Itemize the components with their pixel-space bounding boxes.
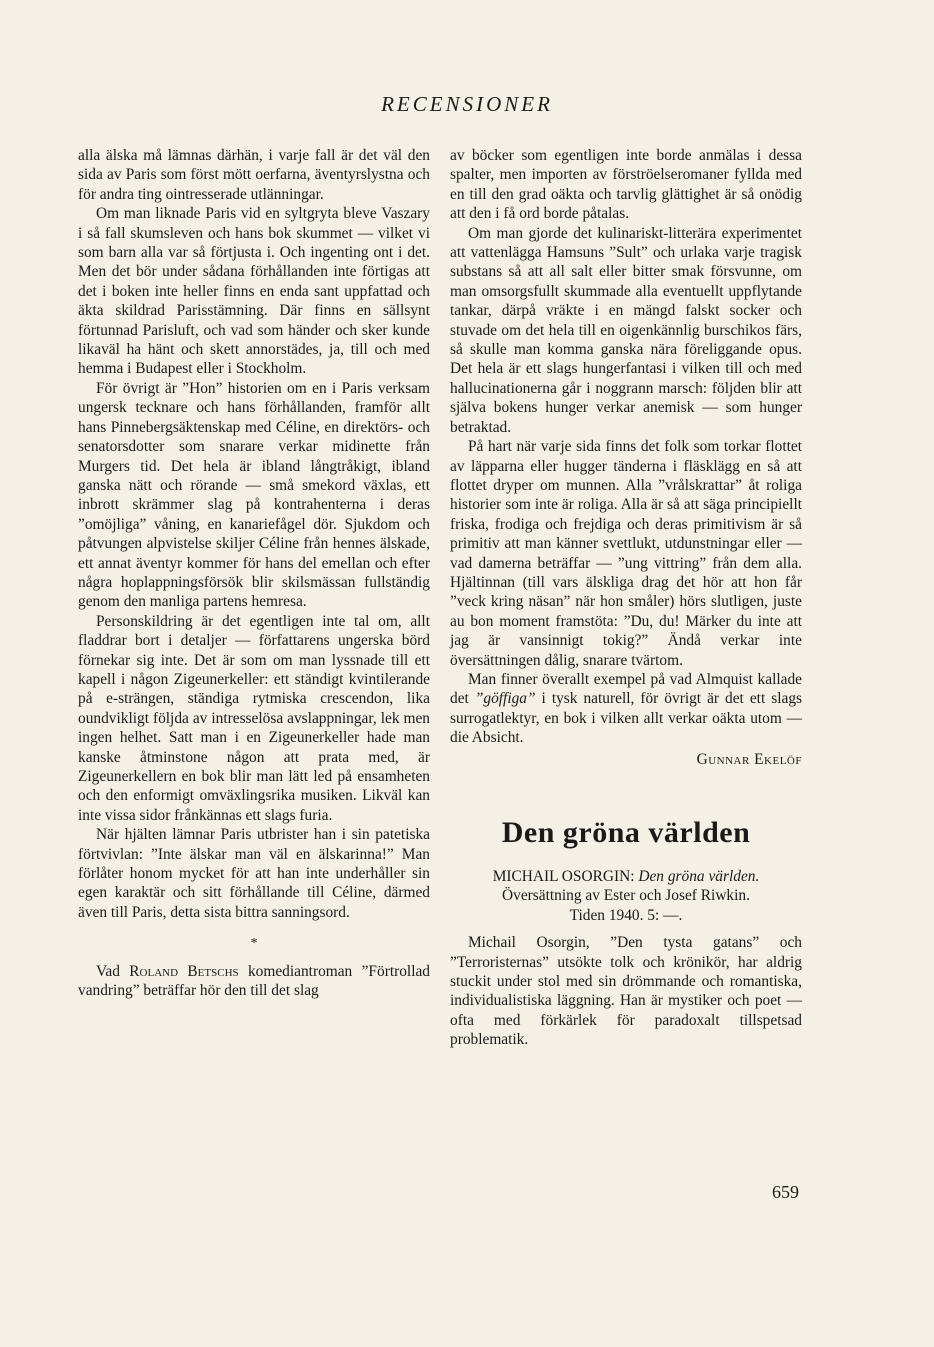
paragraph: När hjälten lämnar Paris utbrister han i sin patetiska förtvivlan: ”Inte älskar man väl en älskarinna!” Man förlåter honom mycket för att han inte underhåller sin egen karaktär och sitt förhållande till Céline, därmed även till Paris, detta sista bittra sanningsord. [78, 826, 430, 921]
paragraph: alla älska må lämnas därhän, i varje fall är det väl den sida av Paris som först mött oerfarna, äventyrslystna och för andra ting ointresserade utlänningar. [78, 147, 430, 203]
page-number: 659 [772, 1182, 799, 1202]
running-head: RECENSIONER [381, 92, 553, 116]
italic-term: ”göffiga” [474, 690, 536, 708]
paragraph: av böcker som egentligen inte borde anmälas i dessa spalter, men importen av förströelseromaner fyllda med en till den grad oäkta och tarvlig glättighet är så onödig att den i få ord borde påtalas. [450, 147, 802, 223]
biblio-publisher: Tiden 1940. 5: —. [569, 906, 683, 924]
paragraph: Personskildring är det egentligen inte tal om, allt fladdrar bort i detaljer — författarens ungerska börd förnekar sig inte. Det är som om man lyssnade till ett kapell i någon Zigeunerkeller: ett ständigt kvintilerande på e-strängen, ständiga rytmiska crescendon, lika oundvikligt följda av intresselösa avslappningar, lek men ingen helhet. Satt man i en Zigeunerkeller hade man kanske åtminstone någon att prata med, är Zigeunerkellern en bok blir man lätt led på ensamheten och den enformigt omväxlingsrika musiken. Likväl kan inte vissa sidor frånkännas ett slags furia. [78, 612, 430, 824]
biblio-title: Den gröna världen. [638, 868, 760, 885]
biblio-author: MICHAIL OSORGIN: [492, 868, 635, 885]
review-title: Den gröna världen [501, 816, 751, 849]
paragraph: På hart när varje sida finns det folk som torkar flottet av läpparna eller hugger tänderna i fläsklägg en så att flottet dryper om munnen. Alla ”vrålskrattar” åt roliga historier som inte är roliga. Alla är så att säga principiellt friska, frodiga och frejdiga och deras primitivism är så primitiv att man känner svettlukt, utdunstningar eller — vad damerna beträffar — ”ung vittring” från dem alla. Hjältinnan (till vars älskliga drag det hör att hon får ”veck kring näsan” när hon småler) hörs slutligen, juste au bon moment framstöta: ”Du, du! Märker du inte att jag är vansinnigt tokig?” Ändå verkar inte översättningen dålig, snarare tvärtom. [450, 438, 802, 669]
author-name: Roland Betschs [129, 962, 239, 980]
biblio-translation: Översättning av Ester och Josef Riwkin. [502, 887, 750, 905]
right-column [450, 146, 802, 1050]
signature: Gunnar Ekelöf [696, 750, 802, 768]
left-column [78, 146, 430, 1000]
paragraph: För övrigt är ”Hon” historien om en i Paris verksam ungersk tecknare och hans förhållanden, framför allt hans Pinnebergsäktenskap med Céline, en direktörs- och senatorsdotter som snarare verkar midinette från Murgers tid. Det hela är ibland långtråkigt, ibland ganska nätt och rörande — små smekord växlas, ett inbrott skrämmer slag på kontrahenterna i deras ”omöjliga” våning, en kanariefågel dör. Sjukdom och påtvungen alpvistelse skiljer Céline från hennes älskade, ett annat äventyr kommer för hans del emellan och efter några hoplappningsförsök blir skilsmässan fullständig genom den manliga partens hemresa. [78, 379, 430, 611]
paragraph: Man finner överallt exempel på vad Almquist kallade det ”göffiga” i tysk naturell, för övrigt är det ett slags surrogatlektyr, en bok i vilken allt verkar oäkta utom — die Absicht. [450, 670, 802, 747]
paragraph: Om man gjorde det kulinariskt-litterära experimentet att vattenlägga Hamsuns ”Sult” och urlaka varje tragisk substans så att all salt eller bitter smak försvunne, om man omsorgsfullt skummade alla eventuellt uppflytande tankar, därpå vräkte i en mängd falskt socker och stuvade om det hela till en oigenkännlig burschikos färs, så skulle man komma ganska nära föreliggande opus. Det hela är ett slags hungerfantasi i vilken till och med hallucinationerna går i noggrann marsch: följden blir att själva bokens hunger verkar anemisk — som hunger betraktad. [450, 224, 802, 436]
paragraph: Vad Roland Betschs komediantroman ”Förtrollad vandring” beträffar hör den till det slag [78, 962, 430, 1000]
paragraph: Om man liknade Paris vid en syltgryta bleve Vaszary i så fall skumsleven och hans bok skummet — vilket vi som barn alla var så förtjusta i. Och ingenting ont i det. Men det bör under sådana förhållanden inte förtigas att det i boken inte heller finns en enda sant uppfattad och äkta skildrad Parisstämning. Där finns en sällsynt förtunnad Parisluft, och vad som händer och sker kunde likaväl ha hänt och skett annorstädes, ja, till och med hemma i Budapest eller i Stockholm. [78, 205, 430, 378]
paragraph: Michail Osorgin, ”Den tysta gatans” och ”Terroristernas” utsökte tolk och krönikör, har aldrig stuckit under stol med sin drömmande och romantiska, individualistiska läggning. Han är mystiker och poet — ofta med förkärlek för paradoxalt tillspetsad problematik. [450, 934, 802, 1049]
section-separator: * [250, 936, 258, 952]
bibliographic-entry [450, 867, 802, 925]
